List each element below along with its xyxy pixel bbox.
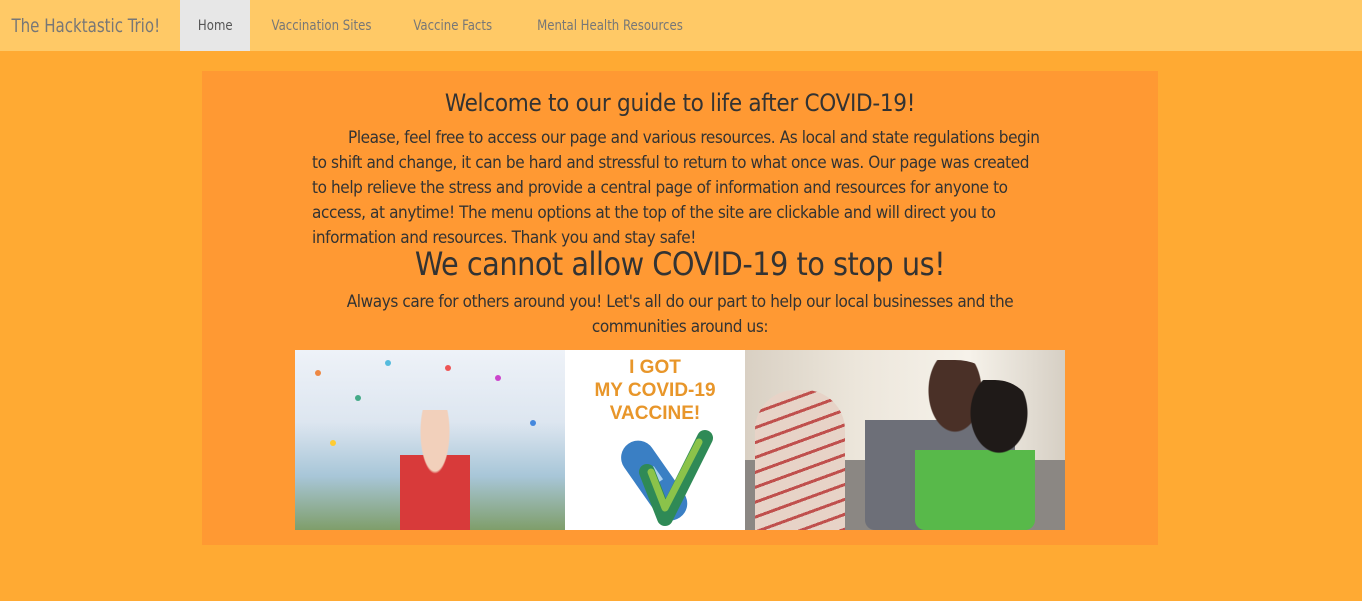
nav-item-label: Mental Health Resources: [537, 17, 683, 34]
intro-paragraph: Please, feel free to access our page and various resources. As local and state regulations begin to shift and change, it can be hard and stressful to return to what once was. Our page was created to help relieve the stress and provide a central page of information and resources for anyone to access, at anytime! The menu options at the top of the site are clickable and will direct you to information and resources. Thank you and stay safe!: [312, 128, 1040, 248]
brand-link[interactable]: The Hacktastic Trio!: [11, 14, 161, 37]
nav-menu: [180, 0, 707, 51]
top-navbar: [0, 0, 1362, 51]
vaccine-sticker-line: I GOT: [629, 357, 681, 378]
celebration-photo: [295, 350, 565, 530]
image-strip: [295, 350, 1065, 530]
community-subtext: Always care for others around you! Let's all do our part to help our local businesses and the communities around us:: [346, 292, 1014, 337]
child: [915, 380, 1035, 530]
motto-heading: We cannot allow COVID-19 to stop us!: [414, 245, 946, 283]
vaccine-sticker-line: VACCINE!: [609, 403, 701, 424]
nav-item-label: Vaccination Sites: [272, 17, 372, 34]
nav-item-label: Vaccine Facts: [413, 17, 493, 34]
content-panel: [202, 71, 1158, 545]
vaccine-sticker-line: MY COVID-19: [594, 380, 716, 401]
family-hug-photo: [745, 350, 1065, 530]
masked-person: [400, 410, 470, 530]
nav-item-vaccine-facts[interactable]: [393, 0, 512, 51]
nav-item-vaccination-sites[interactable]: [250, 0, 393, 51]
nav-item-mental-health-resources[interactable]: [513, 0, 707, 51]
welcome-heading: Welcome to our guide to life after COVID-19!: [444, 89, 916, 117]
nav-item-home[interactable]: [180, 0, 251, 51]
vaccine-sticker-image: [565, 350, 745, 530]
bandage-checkmark-icon: [565, 350, 745, 530]
nav-item-label: Home: [197, 17, 233, 34]
